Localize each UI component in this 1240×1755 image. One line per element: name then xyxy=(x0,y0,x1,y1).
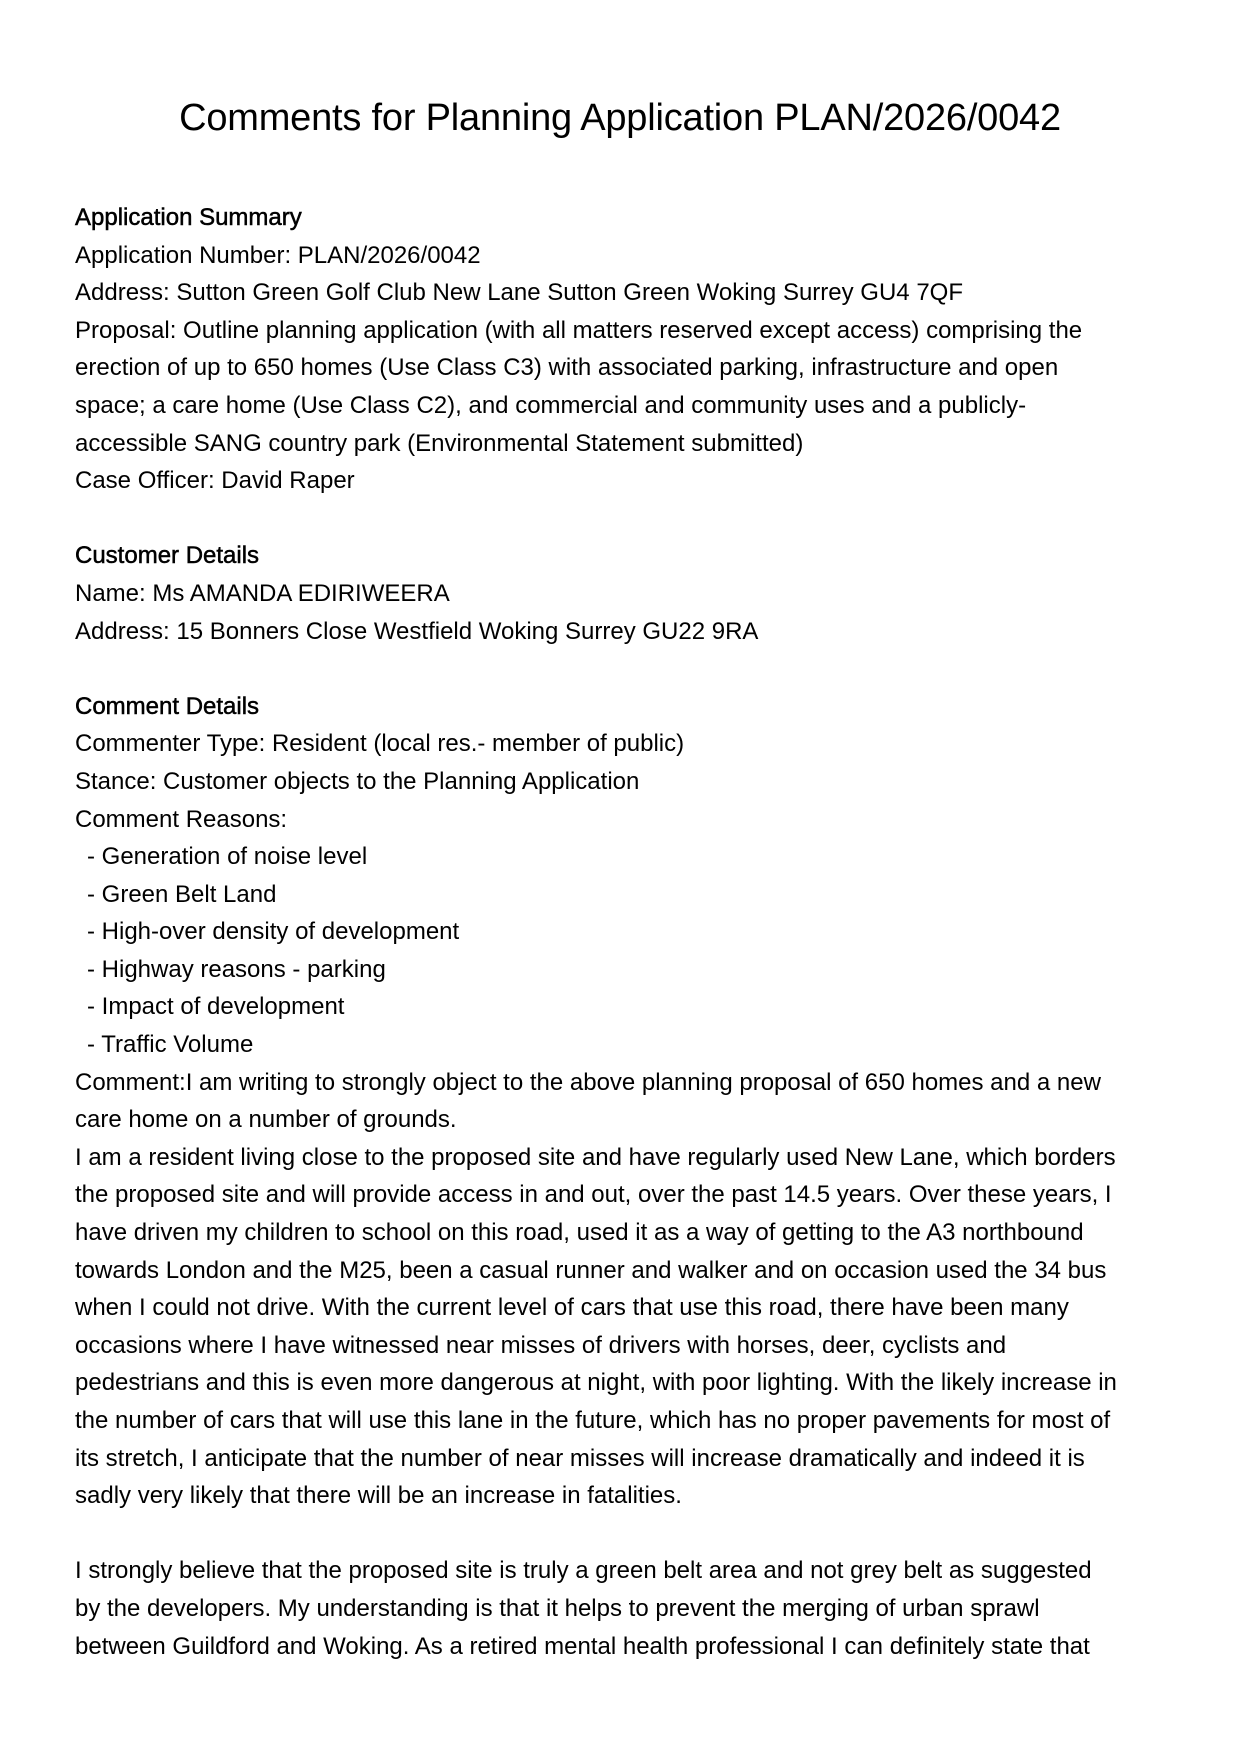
commenter-type: Commenter Type: Resident (local res.- member of public) xyxy=(75,730,685,758)
comment-reason-item: - Impact of development xyxy=(87,993,345,1021)
application-number: Application Number: PLAN/2026/0042 xyxy=(75,241,481,269)
customer-details-heading: Customer Details xyxy=(75,542,260,570)
comment-line: I am a resident living close to the proposed site and have regularly used New Lane, which borders xyxy=(75,1143,1116,1171)
application-summary-heading: Application Summary xyxy=(75,204,302,231)
comment-reasons-label: Comment Reasons: xyxy=(75,805,288,833)
section-spacer xyxy=(75,650,1175,688)
customer-address: Address: 15 Bonners Close Westfield Woking Surrey GU22 9RA xyxy=(75,617,759,645)
stance: Stance: Customer objects to the Planning Application xyxy=(75,767,640,795)
comment-line: Comment:I am writing to strongly object to the above planning proposal of 650 homes and a new xyxy=(75,1068,1101,1096)
comment-reason-item: - High-over density of development xyxy=(87,918,460,946)
comment-paragraph xyxy=(75,1064,1175,1515)
comment-line: the proposed site and will provide access in and out, over the past 14.5 years. Over these years, I xyxy=(75,1181,1112,1209)
comment-reason-item: - Green Belt Land xyxy=(87,880,277,908)
customer-name: Name: Ms AMANDA EDIRIWEERA xyxy=(75,579,450,607)
proposal-line: Proposal: Outline planning application (with all matters reserved except access) comprising the xyxy=(75,316,1083,344)
document-body xyxy=(75,199,1175,1665)
comment-line: the number of cars that will use this lane in the future, which has no proper pavements for most of xyxy=(75,1407,1111,1434)
proposal-line: space; a care home (Use Class C2), and commercial and community uses and a publicly- xyxy=(75,391,1027,419)
comment-line: towards London and the M25, been a casual runner and walker and on occasion used the 34 bus xyxy=(75,1256,1107,1284)
comment-line: care home on a number of grounds. xyxy=(75,1106,457,1134)
page-title: Comments for Planning Application PLAN/2026/0042 xyxy=(179,97,1061,139)
comment-reason-item: - Highway reasons - parking xyxy=(87,955,386,983)
comment-line: by the developers. My understanding is that it helps to prevent the merging of urban sprawl xyxy=(75,1594,1040,1622)
section-spacer xyxy=(75,500,1175,538)
application-address: Address: Sutton Green Golf Club New Lane Sutton Green Woking Surrey GU4 7QF xyxy=(75,279,963,307)
comment-line: when I could not drive. With the current level of cars that use this road, there have been many xyxy=(75,1294,1069,1322)
customer-details-section xyxy=(75,537,1175,650)
comment-line: its stretch, I anticipate that the number of near misses will increase dramatically and indeed it is xyxy=(75,1444,1085,1472)
comment-details-section xyxy=(75,688,1175,1665)
paragraph-spacer xyxy=(75,1515,1175,1553)
comment-paragraph xyxy=(75,1552,1175,1665)
comment-line: I strongly believe that the proposed site is truly a green belt area and not grey belt as suggested xyxy=(75,1557,1092,1585)
case-officer: Case Officer: David Raper xyxy=(75,467,355,495)
application-summary-section xyxy=(75,199,1175,500)
comment-line: sadly very likely that there will be an increase in fatalities. xyxy=(75,1482,682,1510)
proposal-line: accessible SANG country park (Environmental Statement submitted) xyxy=(75,429,804,457)
comment-line: pedestrians and this is even more dangerous at night, with poor lighting. With the likely increase in xyxy=(75,1369,1117,1397)
comment-line: have driven my children to school on this road, used it as a way of getting to the A3 northbound xyxy=(75,1219,1084,1247)
comment-reason-item: - Generation of noise level xyxy=(87,843,368,871)
comment-details-heading: Comment Details xyxy=(75,692,260,720)
comment-line: occasions where I have witnessed near misses of drivers with horses, deer, cyclists and xyxy=(75,1331,1007,1359)
comment-reasons-list xyxy=(75,838,1175,1064)
comment-line: between Guildford and Woking. As a retired mental health professional I can definitely state that xyxy=(75,1632,1090,1660)
comment-reason-item: - Traffic Volume xyxy=(87,1031,254,1059)
proposal-line: erection of up to 650 homes (Use Class C3) with associated parking, infrastructure and open xyxy=(75,354,1059,382)
